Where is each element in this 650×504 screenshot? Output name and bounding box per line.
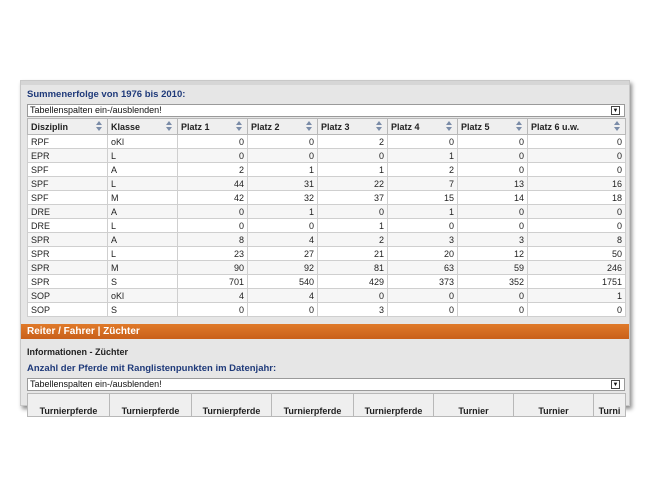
table-row bbox=[28, 163, 626, 177]
table-cell: SPF bbox=[28, 191, 108, 205]
table-cell: SOP bbox=[28, 303, 108, 317]
table-cell-number: 18 bbox=[528, 191, 626, 205]
table-cell-number: 0 bbox=[528, 149, 626, 163]
table-cell-number: 1 bbox=[388, 205, 458, 219]
column-header[interactable] bbox=[528, 119, 626, 135]
table-cell-number: 2 bbox=[388, 163, 458, 177]
table-row bbox=[28, 219, 626, 233]
table-cell-number: 0 bbox=[178, 303, 248, 317]
table-cell-number: 59 bbox=[458, 261, 528, 275]
table-cell-number: 4 bbox=[248, 233, 318, 247]
table-cell: SPF bbox=[28, 177, 108, 191]
table-cell: L bbox=[108, 149, 178, 163]
results-table bbox=[27, 118, 626, 317]
table-cell-number: 44 bbox=[178, 177, 248, 191]
table-cell: DRE bbox=[28, 219, 108, 233]
sort-arrows-icon[interactable] bbox=[446, 121, 453, 132]
table-cell-number: 2 bbox=[318, 135, 388, 149]
table-cell: S bbox=[108, 275, 178, 289]
table-cell-number: 32 bbox=[248, 191, 318, 205]
table-cell-number: 0 bbox=[458, 205, 528, 219]
column-header[interactable] bbox=[108, 119, 178, 135]
column-header-label: Platz 2 bbox=[251, 121, 280, 132]
table-cell-number: 23 bbox=[178, 247, 248, 261]
table-cell-number: 429 bbox=[318, 275, 388, 289]
table-cell-number: 1 bbox=[318, 219, 388, 233]
table-cell: L bbox=[108, 219, 178, 233]
table-cell-number: 0 bbox=[248, 219, 318, 233]
column-header[interactable]: Turnierpferde bbox=[354, 394, 434, 417]
table-cell-number: 92 bbox=[248, 261, 318, 275]
table-cell: SOP bbox=[28, 289, 108, 303]
table-cell-number: 1 bbox=[248, 205, 318, 219]
table-cell-number: 50 bbox=[528, 247, 626, 261]
table-cell-number: 0 bbox=[248, 135, 318, 149]
column-header[interactable] bbox=[178, 119, 248, 135]
column-header[interactable] bbox=[248, 119, 318, 135]
sort-arrows-icon[interactable] bbox=[96, 121, 103, 132]
table-row bbox=[28, 177, 626, 191]
column-header-label: Platz 5 bbox=[461, 121, 490, 132]
table-cell-number: 13 bbox=[458, 177, 528, 191]
sort-arrows-icon[interactable] bbox=[614, 121, 621, 132]
table-cell: L bbox=[108, 177, 178, 191]
table-cell-number: 0 bbox=[388, 219, 458, 233]
table-cell-number: 540 bbox=[248, 275, 318, 289]
table-cell-number: 1 bbox=[388, 149, 458, 163]
table-cell-number: 16 bbox=[528, 177, 626, 191]
table-row bbox=[28, 275, 626, 289]
table-cell-number: 90 bbox=[178, 261, 248, 275]
table-cell: DRE bbox=[28, 205, 108, 219]
column-toggle-select-2[interactable] bbox=[27, 378, 625, 391]
table-cell-number: 3 bbox=[388, 233, 458, 247]
column-header-label: Platz 6 u.w. bbox=[531, 121, 580, 132]
sort-arrows-icon[interactable] bbox=[516, 121, 523, 132]
table-cell-number: 0 bbox=[528, 303, 626, 317]
table-cell: SPR bbox=[28, 275, 108, 289]
table-cell-number: 0 bbox=[248, 303, 318, 317]
table-cell-number: 8 bbox=[528, 233, 626, 247]
table-cell-number: 2 bbox=[318, 233, 388, 247]
table-cell-number: 1 bbox=[248, 163, 318, 177]
table-row bbox=[28, 135, 626, 149]
column-header[interactable]: Turnierpferde bbox=[192, 394, 272, 417]
table-cell-number: 20 bbox=[388, 247, 458, 261]
table-cell-number: 0 bbox=[178, 219, 248, 233]
horses-heading: Anzahl der Pferde mit Ranglistenpunkten im Datenjahr: bbox=[27, 363, 277, 374]
table-row bbox=[28, 205, 626, 219]
panel-top-strip bbox=[21, 81, 629, 85]
table-cell-number: 63 bbox=[388, 261, 458, 275]
table-cell-number: 0 bbox=[318, 149, 388, 163]
info-zuechter-label: Informationen - Züchter bbox=[27, 347, 128, 357]
table-row bbox=[28, 289, 626, 303]
table-row bbox=[28, 233, 626, 247]
table-cell-number: 0 bbox=[318, 289, 388, 303]
table-cell-number: 0 bbox=[178, 149, 248, 163]
table-cell-number: 0 bbox=[528, 135, 626, 149]
table-cell-number: 4 bbox=[248, 289, 318, 303]
table-cell: SPR bbox=[28, 233, 108, 247]
table-cell-number: 15 bbox=[388, 191, 458, 205]
table-cell-number: 4 bbox=[178, 289, 248, 303]
table-cell: EPR bbox=[28, 149, 108, 163]
column-header[interactable]: Turnierpferde bbox=[272, 394, 354, 417]
table-cell-number: 81 bbox=[318, 261, 388, 275]
column-header[interactable] bbox=[318, 119, 388, 135]
column-header[interactable]: Turnierpferde bbox=[28, 394, 110, 417]
table-cell-number: 27 bbox=[248, 247, 318, 261]
table-cell: oKl bbox=[108, 135, 178, 149]
table-row bbox=[28, 303, 626, 317]
summary-heading: Summenerfolge von 1976 bis 2010: bbox=[27, 89, 186, 100]
table-cell-number: 0 bbox=[248, 149, 318, 163]
table-cell-number: 0 bbox=[458, 135, 528, 149]
table-row bbox=[28, 191, 626, 205]
column-header-label: Platz 1 bbox=[181, 121, 210, 132]
column-header-label: Klasse bbox=[111, 121, 141, 132]
table-cell-number: 0 bbox=[388, 135, 458, 149]
table-cell-number: 7 bbox=[388, 177, 458, 191]
sort-arrows-icon[interactable] bbox=[306, 121, 313, 132]
table-cell-number: 3 bbox=[318, 303, 388, 317]
sort-arrows-icon[interactable] bbox=[236, 121, 243, 132]
table-cell: S bbox=[108, 303, 178, 317]
table-cell-number: 2 bbox=[178, 163, 248, 177]
table-cell-number: 0 bbox=[528, 205, 626, 219]
table-cell-number: 373 bbox=[388, 275, 458, 289]
column-toggle-label: Tabellenspalten ein-/ausblenden! bbox=[30, 379, 162, 389]
dropdown-arrow-icon[interactable]: ▼ bbox=[612, 108, 619, 114]
table-cell-number: 31 bbox=[248, 177, 318, 191]
table-cell-number: 0 bbox=[458, 219, 528, 233]
dropdown-arrow-icon[interactable]: ▼ bbox=[612, 382, 619, 388]
table-cell-number: 0 bbox=[178, 205, 248, 219]
table-cell-number: 0 bbox=[458, 163, 528, 177]
column-header[interactable] bbox=[388, 119, 458, 135]
column-header[interactable]: Turnierpferde bbox=[110, 394, 192, 417]
table-cell-number: 0 bbox=[458, 289, 528, 303]
column-toggle-label: Tabellenspalten ein-/ausblenden! bbox=[30, 105, 162, 115]
table-cell-number: 12 bbox=[458, 247, 528, 261]
table-row bbox=[28, 149, 626, 163]
column-header-label: Platz 4 bbox=[391, 121, 420, 132]
column-header[interactable]: Turni bbox=[594, 394, 626, 417]
column-header[interactable] bbox=[28, 119, 108, 135]
table-cell-number: 8 bbox=[178, 233, 248, 247]
table-cell-number: 0 bbox=[528, 219, 626, 233]
column-header-label: Disziplin bbox=[31, 121, 69, 132]
table-cell-number: 0 bbox=[528, 163, 626, 177]
table-cell: SPR bbox=[28, 261, 108, 275]
table-cell: L bbox=[108, 247, 178, 261]
table-cell: SPR bbox=[28, 247, 108, 261]
column-header-label: Platz 3 bbox=[321, 121, 350, 132]
table-cell-number: 701 bbox=[178, 275, 248, 289]
table-cell-number: 21 bbox=[318, 247, 388, 261]
table-cell-number: 352 bbox=[458, 275, 528, 289]
table-cell-number: 14 bbox=[458, 191, 528, 205]
table-cell-number: 0 bbox=[178, 135, 248, 149]
table-cell: A bbox=[108, 205, 178, 219]
section-bar-reiter-fahrer-zuechter[interactable]: Reiter / Fahrer | Züchter bbox=[21, 324, 629, 339]
table-cell-number: 1751 bbox=[528, 275, 626, 289]
table-cell-number: 1 bbox=[318, 163, 388, 177]
table-cell-number: 0 bbox=[388, 303, 458, 317]
table-row bbox=[28, 261, 626, 275]
table-cell-number: 0 bbox=[458, 303, 528, 317]
table-cell-number: 0 bbox=[458, 149, 528, 163]
sort-arrows-icon[interactable] bbox=[376, 121, 383, 132]
table-cell-number: 42 bbox=[178, 191, 248, 205]
sort-arrows-icon[interactable] bbox=[166, 121, 173, 132]
column-header[interactable]: Turnier bbox=[434, 394, 514, 417]
table-cell: oKl bbox=[108, 289, 178, 303]
table-cell-number: 37 bbox=[318, 191, 388, 205]
table-cell-number: 0 bbox=[318, 205, 388, 219]
column-header[interactable] bbox=[458, 119, 528, 135]
table-cell: A bbox=[108, 233, 178, 247]
table-cell-number: 1 bbox=[528, 289, 626, 303]
horses-table bbox=[27, 393, 626, 417]
content-panel bbox=[20, 80, 630, 416]
table-cell: M bbox=[108, 261, 178, 275]
table-row bbox=[28, 247, 626, 261]
table-cell-number: 246 bbox=[528, 261, 626, 275]
table-cell-number: 22 bbox=[318, 177, 388, 191]
table-cell: SPF bbox=[28, 163, 108, 177]
column-header[interactable]: Turnier bbox=[514, 394, 594, 417]
table-cell: RPF bbox=[28, 135, 108, 149]
table-cell-number: 0 bbox=[388, 289, 458, 303]
column-toggle-select[interactable] bbox=[27, 104, 625, 117]
table-cell: M bbox=[108, 191, 178, 205]
table-cell: A bbox=[108, 163, 178, 177]
table-cell-number: 3 bbox=[458, 233, 528, 247]
